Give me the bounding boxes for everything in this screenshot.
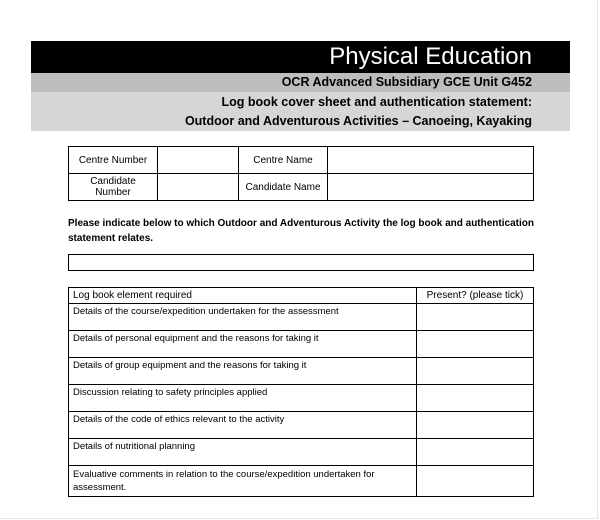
instruction-text: Please indicate below to which Outdoor and Adventurous Activity the log book and authentication statement relates. [68,218,534,244]
table-row-label: Details of the course/expedition undertaken for the assessment [69,304,417,331]
table-row-label: Details of personal equipment and the reasons for taking it [69,331,417,358]
element-column-header: Log book element required [69,288,417,304]
present-column-header: Present? (please tick) [417,288,534,304]
tick-cell[interactable] [417,358,534,385]
tick-cell[interactable] [417,331,534,358]
table-row-label: Details of nutritional planning [69,439,417,466]
table-row-label: Details of group equipment and the reasons for taking it [69,358,417,385]
subtitle: OCR Advanced Subsidiary GCE Unit G452 [281,75,532,89]
centre-number-field[interactable] [158,147,239,174]
tick-cell[interactable] [417,385,534,412]
log-book-table [68,287,534,497]
page-title: Physical Education [31,41,570,73]
header-line-3: Outdoor and Adventurous Activities – Canoeing, Kayaking [184,114,532,128]
table-row-label: Details of the code of ethics relevant to the activity [69,412,417,439]
candidate-number-field[interactable] [158,174,239,201]
candidate-name-field[interactable] [328,174,534,201]
table-row-label: Discussion relating to safety principles applied [69,385,417,412]
candidate-number-label: Candidate Number [69,174,158,201]
centre-name-field[interactable] [328,147,534,174]
centre-number-label: Centre Number [69,147,158,174]
header-line-2: Log book cover sheet and authentication statement: [221,95,532,109]
tick-cell[interactable] [417,412,534,439]
table-row-label: Evaluative comments in relation to the course/expedition undertaken for assessment. [69,466,417,497]
header-band [31,73,570,131]
candidate-name-label: Candidate Name [239,174,328,201]
tick-cell[interactable] [417,439,534,466]
candidate-info-table [68,146,534,201]
tick-cell[interactable] [417,466,534,497]
activity-field[interactable] [68,254,534,271]
tick-cell[interactable] [417,304,534,331]
centre-name-label: Centre Name [239,147,328,174]
